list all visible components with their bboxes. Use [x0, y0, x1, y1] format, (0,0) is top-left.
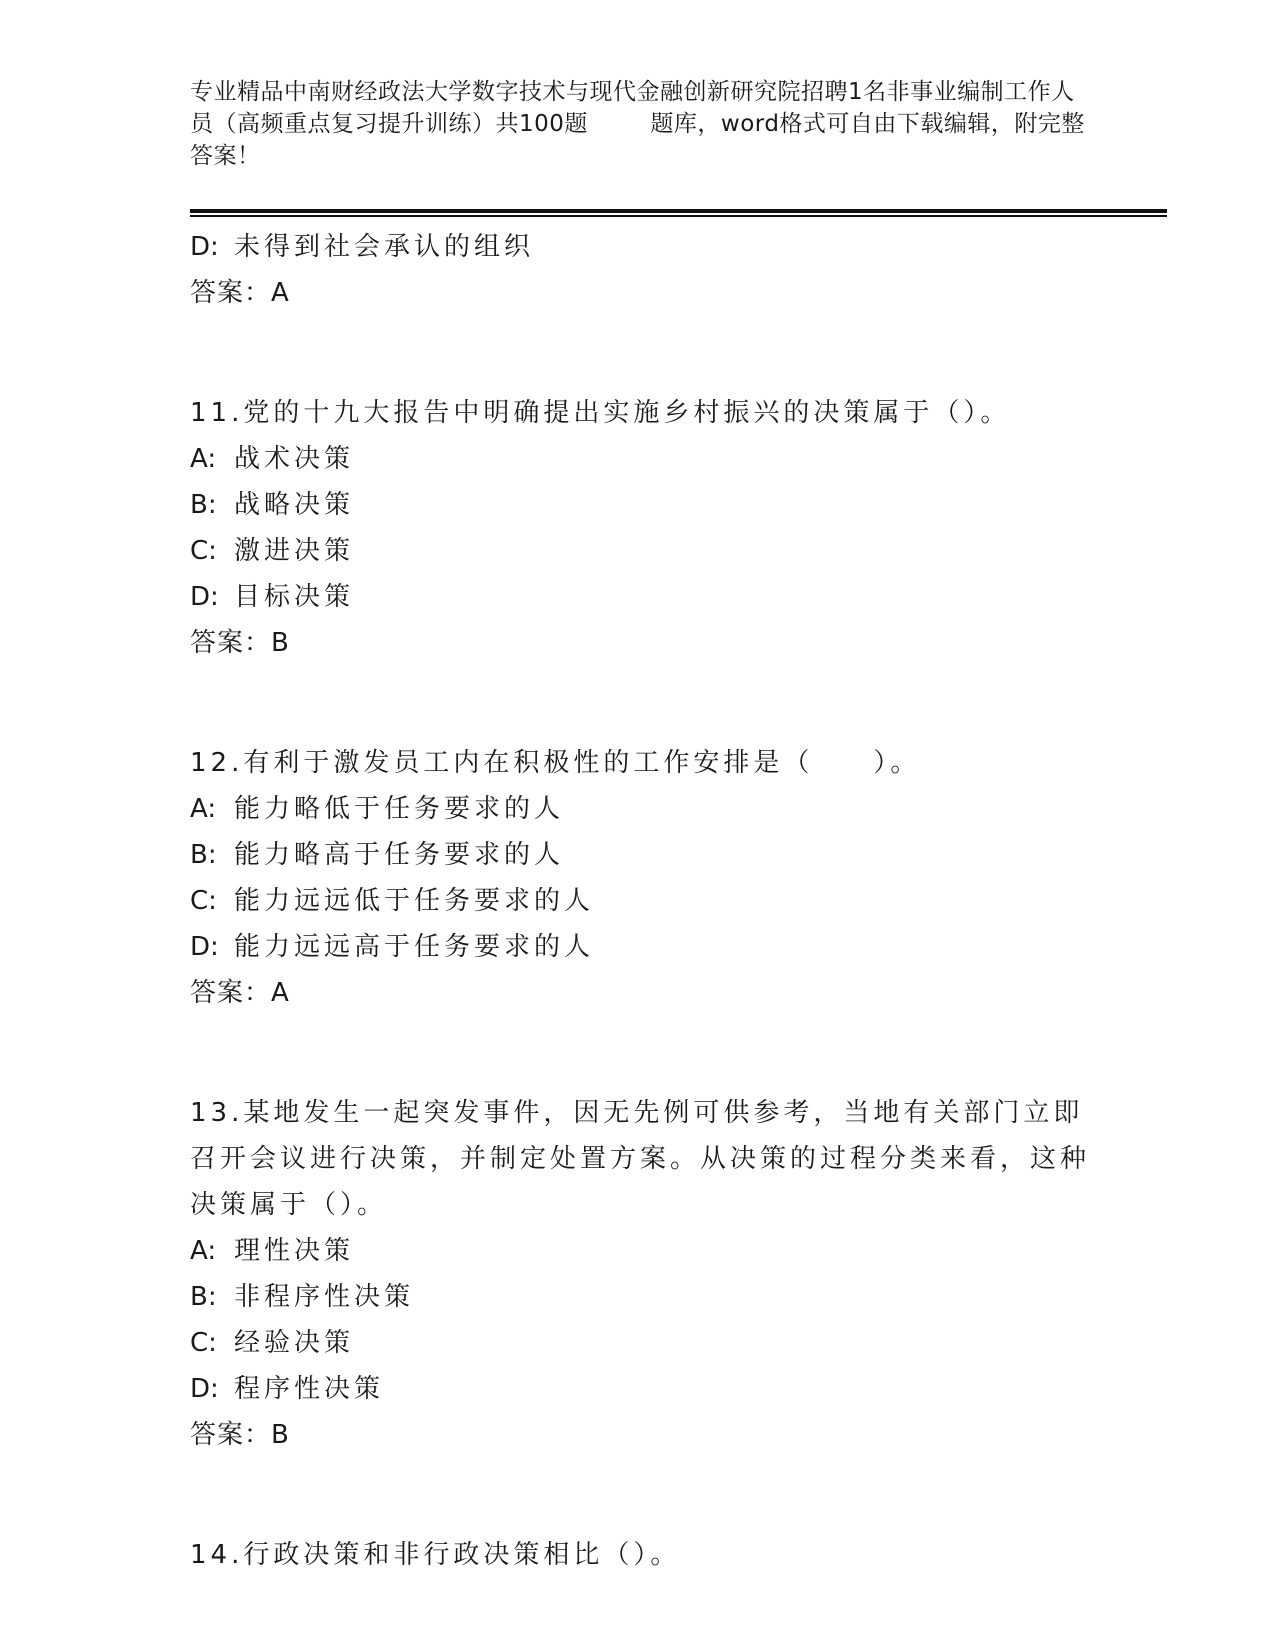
option-letter: B: — [190, 1282, 217, 1312]
answer-line: 答案：A — [190, 278, 290, 308]
option-text: 非程序性决策 — [234, 1282, 415, 1312]
answer-line: 答案：A — [190, 978, 290, 1008]
option-row — [190, 832, 1090, 878]
question-11 — [190, 390, 1090, 666]
option-row — [190, 528, 1090, 574]
option-letter: A: — [190, 1236, 217, 1266]
option-row — [190, 1274, 1090, 1320]
option-row — [190, 1366, 1090, 1412]
question-list — [190, 224, 1090, 1578]
option-text: 能力远远低于任务要求的人 — [234, 886, 595, 916]
question-stem: 14.行政决策和非行政决策相比（）。 — [190, 1540, 681, 1570]
option-text: 战术决策 — [234, 444, 355, 474]
option-row — [190, 482, 1090, 528]
option-letter: A: — [190, 444, 217, 474]
option-text: 目标决策 — [234, 582, 355, 612]
question-13 — [190, 1090, 1090, 1458]
question-stem: 13.某地发生一起突发事件，因无先例可供参考，当地有关部门立即召开会议进行决策，并制定处置方案。从决策的过程分类来看，这种决策属于（）。 — [190, 1098, 1091, 1220]
option-letter: D: — [190, 232, 219, 262]
option-row — [190, 436, 1090, 482]
option-letter: C: — [190, 536, 217, 566]
option-letter: C: — [190, 1328, 217, 1358]
option-row — [190, 924, 1090, 970]
question-14 — [190, 1532, 1090, 1578]
option-row — [190, 224, 1090, 270]
option-row — [190, 1320, 1090, 1366]
option-letter: A: — [190, 794, 217, 824]
option-row — [190, 574, 1090, 620]
option-letter: B: — [190, 840, 217, 870]
option-text: 战略决策 — [234, 490, 355, 520]
option-text: 激进决策 — [234, 536, 355, 566]
question-stem: 11.党的十九大报告中明确提出实施乡村振兴的决策属于（）。 — [190, 398, 1011, 428]
option-letter: D: — [190, 932, 219, 962]
question-12 — [190, 740, 1090, 1016]
question-gap — [190, 1016, 1090, 1090]
question-stem: 12.有利于激发员工内在积极性的工作安排是（ ）。 — [190, 748, 921, 778]
option-letter: D: — [190, 1374, 219, 1404]
option-letter: B: — [190, 490, 217, 520]
header-divider-thin — [190, 215, 1167, 217]
option-row — [190, 786, 1090, 832]
option-text: 理性决策 — [234, 1236, 355, 1266]
question-gap — [190, 316, 1090, 390]
question-gap — [190, 1458, 1090, 1532]
answer-line: 答案：B — [190, 628, 290, 658]
option-letter: C: — [190, 886, 217, 916]
header-divider-thick — [190, 209, 1167, 213]
header-divider — [190, 209, 1167, 217]
option-letter: D: — [190, 582, 219, 612]
option-text: 能力略低于任务要求的人 — [234, 794, 565, 824]
document-header: 专业精品中南财经政法大学数字技术与现代金融创新研究院招聘1名非事业编制工作人员（高频重点复习提升训练）共100题 题库，word格式可自由下载编辑，附完整答案！ — [190, 79, 1085, 169]
option-text: 程序性决策 — [234, 1374, 385, 1404]
option-row — [190, 1228, 1090, 1274]
option-text: 未得到社会承认的组织 — [234, 232, 535, 262]
option-text: 经验决策 — [234, 1328, 355, 1358]
answer-line: 答案：B — [190, 1420, 290, 1450]
option-row — [190, 878, 1090, 924]
option-text: 能力远远高于任务要求的人 — [234, 932, 595, 962]
option-text: 能力略高于任务要求的人 — [234, 840, 565, 870]
question-gap — [190, 666, 1090, 740]
